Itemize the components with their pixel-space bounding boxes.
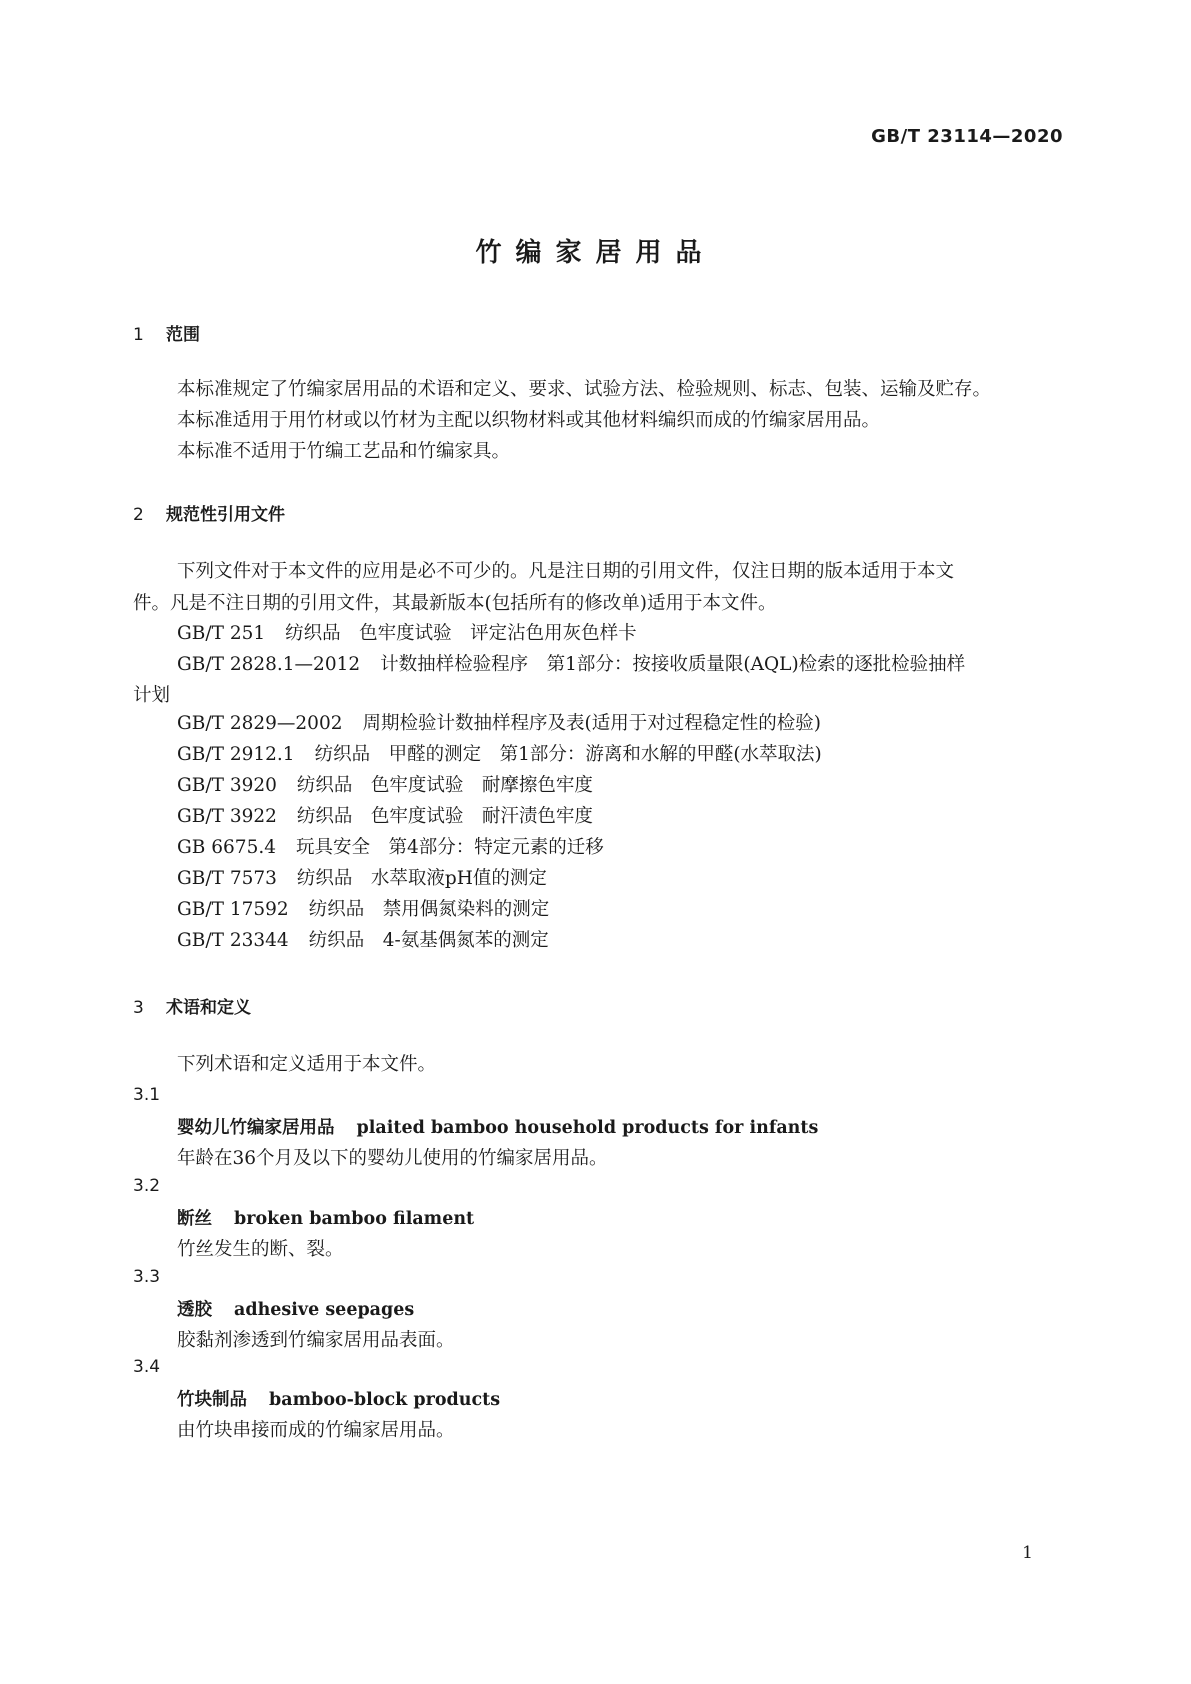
reference-item	[177, 895, 549, 921]
reference-title: 纺织品 禁用偶氮染料的测定	[308, 899, 550, 920]
term-number: 3.3	[133, 1267, 161, 1287]
section-heading-terms-definitions	[133, 993, 251, 1018]
section-title: 术语和定义	[166, 998, 251, 1018]
reference-code: GB 6675.4	[177, 837, 276, 858]
section-heading-scope	[133, 320, 200, 345]
reference-title: 纺织品 甲醛的测定 第1部分：游离和水解的甲醛(水萃取法)	[314, 744, 822, 765]
reference-title: 纺织品 色牢度试验 耐汗渍色牢度	[296, 806, 593, 827]
reference-item	[177, 650, 965, 676]
reference-title: 纺织品 色牢度试验 耐摩擦色牢度	[296, 775, 593, 796]
reference-title: 玩具安全 第4部分：特定元素的迁移	[296, 837, 604, 858]
reference-title: 计数抽样检验程序 第1部分：按接收质量限(AQL)检索的逐批检验抽样	[380, 654, 966, 675]
section-heading-normative-references	[133, 500, 285, 525]
reference-item-continued: 计划	[133, 685, 171, 706]
page-number: 1	[1022, 1543, 1033, 1563]
term-english: broken bamboo filament	[234, 1209, 475, 1229]
term-number: 3.2	[133, 1176, 161, 1196]
reference-code: GB/T 2912.1	[177, 744, 295, 765]
scope-paragraph: 本标准适用于用竹材或以竹材为主配以织物材料或其他材料编织而成的竹编家居用品。	[177, 410, 881, 431]
term-english: bamboo-block products	[269, 1390, 501, 1410]
reference-item	[177, 709, 821, 735]
reference-item	[177, 740, 822, 766]
reference-code: GB/T 23344	[177, 930, 289, 951]
term-definition: 竹丝发生的断、裂。	[177, 1239, 344, 1260]
term-name	[177, 1386, 500, 1411]
section-number: 2	[133, 505, 144, 525]
reference-item	[177, 771, 593, 797]
term-number: 3.1	[133, 1085, 161, 1105]
reference-code: GB/T 2828.1—2012	[177, 654, 361, 675]
reference-title: 纺织品 水萃取液pH值的测定	[296, 868, 547, 889]
reference-code: GB/T 17592	[177, 899, 289, 920]
term-name	[177, 1114, 818, 1139]
term-definition: 由竹块串接而成的竹编家居用品。	[177, 1420, 455, 1441]
references-intro: 下列文件对于本文件的应用是必不可少的。凡是注日期的引用文件，仅注日期的版本适用于本文	[177, 561, 955, 582]
reference-code: GB/T 3922	[177, 806, 277, 827]
term-chinese: 婴幼儿竹编家居用品	[177, 1118, 335, 1138]
reference-code: GB/T 2829—2002	[177, 713, 343, 734]
reference-item	[177, 619, 637, 645]
reference-code: GB/T 3920	[177, 775, 277, 796]
references-intro-continued: 件。凡是不注日期的引用文件，其最新版本(包括所有的修改单)适用于本文件。	[133, 593, 777, 614]
reference-title: 周期检验计数抽样程序及表(适用于对过程稳定性的检验)	[362, 713, 821, 734]
scope-paragraph: 本标准不适用于竹编工艺品和竹编家具。	[177, 441, 511, 462]
term-name	[177, 1205, 474, 1230]
reference-item	[177, 926, 549, 952]
term-chinese: 断丝	[177, 1209, 212, 1229]
reference-title: 纺织品 色牢度试验 评定沾色用灰色样卡	[285, 623, 637, 644]
term-english: adhesive seepages	[234, 1300, 415, 1320]
term-definition: 年龄在36个月及以下的婴幼儿使用的竹编家居用品。	[177, 1148, 608, 1169]
reference-item	[177, 864, 547, 890]
page-title: 竹编家居用品	[475, 238, 716, 268]
section-title: 规范性引用文件	[166, 505, 285, 525]
section-number: 3	[133, 998, 144, 1018]
reference-item	[177, 833, 604, 859]
reference-title: 纺织品 4-氨基偶氮苯的测定	[308, 930, 549, 951]
term-name	[177, 1296, 414, 1321]
term-chinese: 透胶	[177, 1300, 212, 1320]
term-number: 3.4	[133, 1357, 161, 1377]
terms-intro: 下列术语和定义适用于本文件。	[177, 1054, 437, 1075]
scope-paragraph: 本标准规定了竹编家居用品的术语和定义、要求、试验方法、检验规则、标志、包装、运输及贮存。	[177, 379, 992, 400]
standard-code: GB/T 23114—2020	[871, 126, 1063, 147]
term-english: plaited bamboo household products for infants	[356, 1118, 819, 1138]
reference-item	[177, 802, 593, 828]
section-title: 范围	[166, 325, 200, 345]
term-chinese: 竹块制品	[177, 1390, 247, 1410]
term-definition: 胶黏剂渗透到竹编家居用品表面。	[177, 1330, 455, 1351]
reference-code: GB/T 251	[177, 623, 266, 644]
section-number: 1	[133, 325, 144, 345]
reference-code: GB/T 7573	[177, 868, 277, 889]
